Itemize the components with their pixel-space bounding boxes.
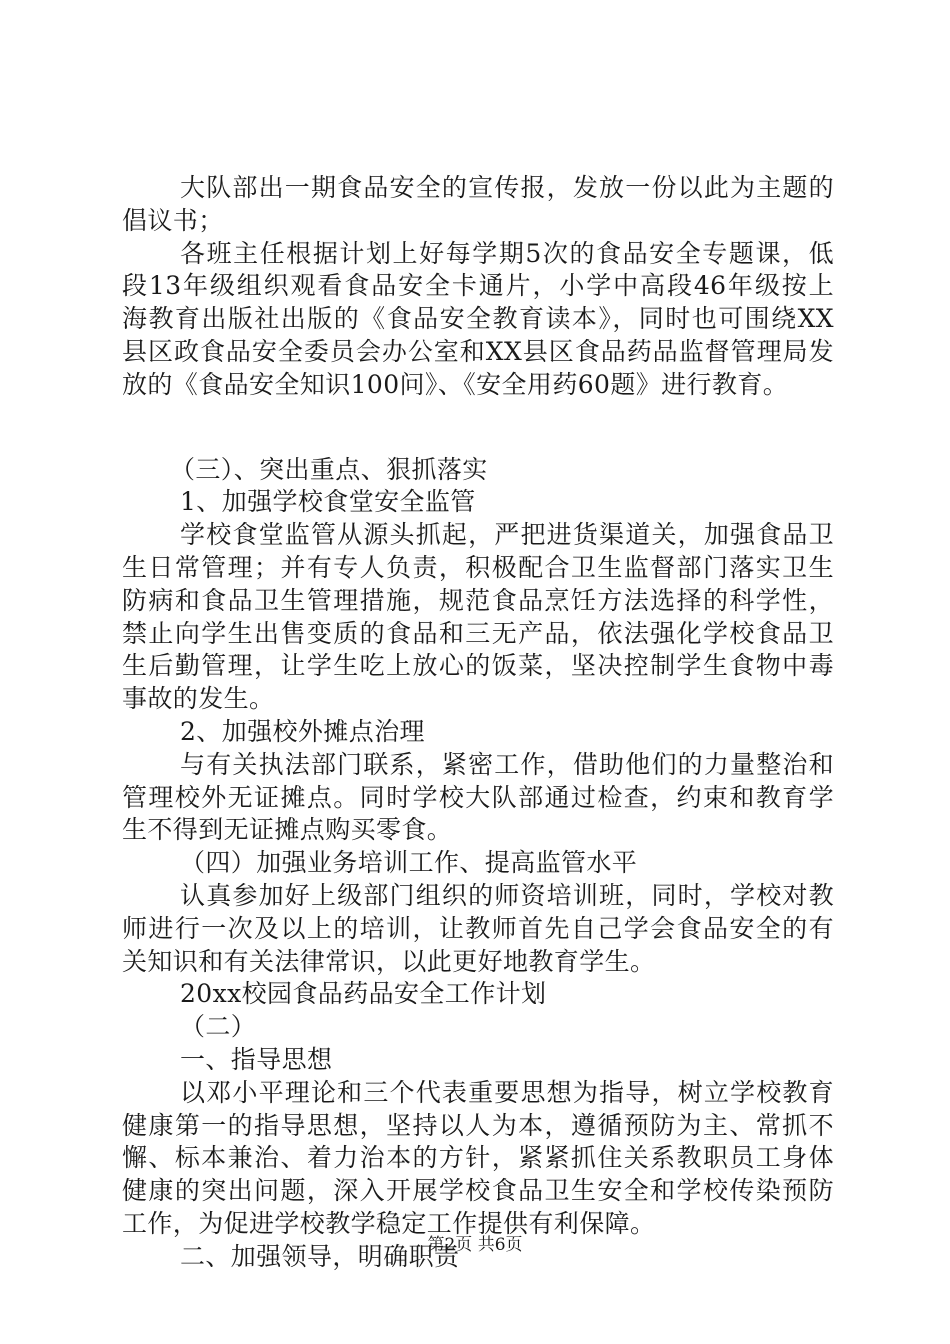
subsection-heading: 1、加强学校食堂安全监管 (180, 487, 476, 517)
paragraph-line: 事故的发生。 (122, 684, 275, 714)
paragraph-line: 放的《食品安全知识100问》、《安全用药60题》进行教育。 (122, 369, 789, 399)
paragraph-line: 倡议书； (122, 205, 224, 235)
paragraph-line: 生不得到无证摊点购买零食。 (122, 815, 453, 845)
page-number-footer: 第2页 共6页 (427, 1235, 523, 1255)
paragraph-line: 懈、标本兼治、着力治本的方针，紧紧抓住关系教职员工身体 (122, 1143, 834, 1173)
paragraph-line: 大队部出一期食品安全的宣传报，发放一份以此为主题的 (180, 173, 834, 202)
paragraph-spacer (122, 402, 834, 454)
paragraph-line: 防病和食品卫生管理措施，规范食品烹饪方法选择的科学性， (122, 585, 834, 615)
section-heading: 一、指导思想 (180, 1044, 333, 1074)
plan-title: 20xx校园食品药品安全工作计划 (180, 979, 547, 1009)
document-body (122, 172, 834, 1274)
section-heading: （三）、突出重点、狠抓落实 (170, 454, 488, 484)
subsection-heading: 2、加强校外摊点治理 (180, 716, 425, 746)
paragraph-line: 工作，为促进学校教学稳定工作提供有利保障。 (122, 1208, 656, 1238)
section-heading: （四）加强业务培训工作、提高监管水平 (180, 848, 638, 878)
section-heading: 二、加强领导，明确职责 (180, 1241, 460, 1271)
paragraph-line: 健康的突出问题，深入开展学校食品卫生安全和学校传染预防 (122, 1176, 834, 1206)
paragraph-line: 禁止向学生出售变质的食品和三无产品，依法强化学校食品卫 (122, 618, 834, 648)
paragraph-line: 师进行一次及以上的培训，让教师首先自己学会食品安全的有 (122, 913, 834, 943)
paragraph-line: 学校食堂监管从源头抓起，严把进货渠道关，加强食品卫 (180, 520, 834, 550)
paragraph-line: 关知识和有关法律常识，以此更好地教育学生。 (122, 946, 656, 976)
paragraph-line: 海教育出版社出版的《食品安全教育读本》，同时也可围绕XX (122, 304, 834, 334)
paragraph-line: 以邓小平理论和三个代表重要思想为指导，树立学校教育 (180, 1077, 834, 1107)
paragraph-line: 段13年级组织观看食品安全卡通片，小学中高段46年级按上 (122, 271, 834, 301)
paragraph-line: 与有关执法部门联系，紧密工作，借助他们的力量整治和 (180, 749, 834, 779)
paragraph-line: 管理校外无证摊点。同时学校大队部通过检查，约束和教育学 (122, 782, 834, 812)
paragraph-line: 健康第一的指导思想，坚持以人为本，遵循预防为主、常抓不 (122, 1110, 834, 1140)
paragraph-line: 县区政食品安全委员会办公室和XX县区食品药品监督管理局发 (122, 336, 834, 366)
paragraph-line: 生日常管理；并有专人负责，积极配合卫生监督部门落实卫生 (122, 552, 834, 582)
plan-part-label: （二） (180, 1012, 257, 1042)
paragraph-line: 各班主任根据计划上好每学期5次的食品安全专题课，低 (180, 238, 834, 268)
paragraph-line: 认真参加好上级部门组织的师资培训班，同时，学校对教 (180, 880, 834, 910)
paragraph-line: 生后勤管理，让学生吃上放心的饭菜，坚决控制学生食物中毒 (122, 651, 834, 681)
